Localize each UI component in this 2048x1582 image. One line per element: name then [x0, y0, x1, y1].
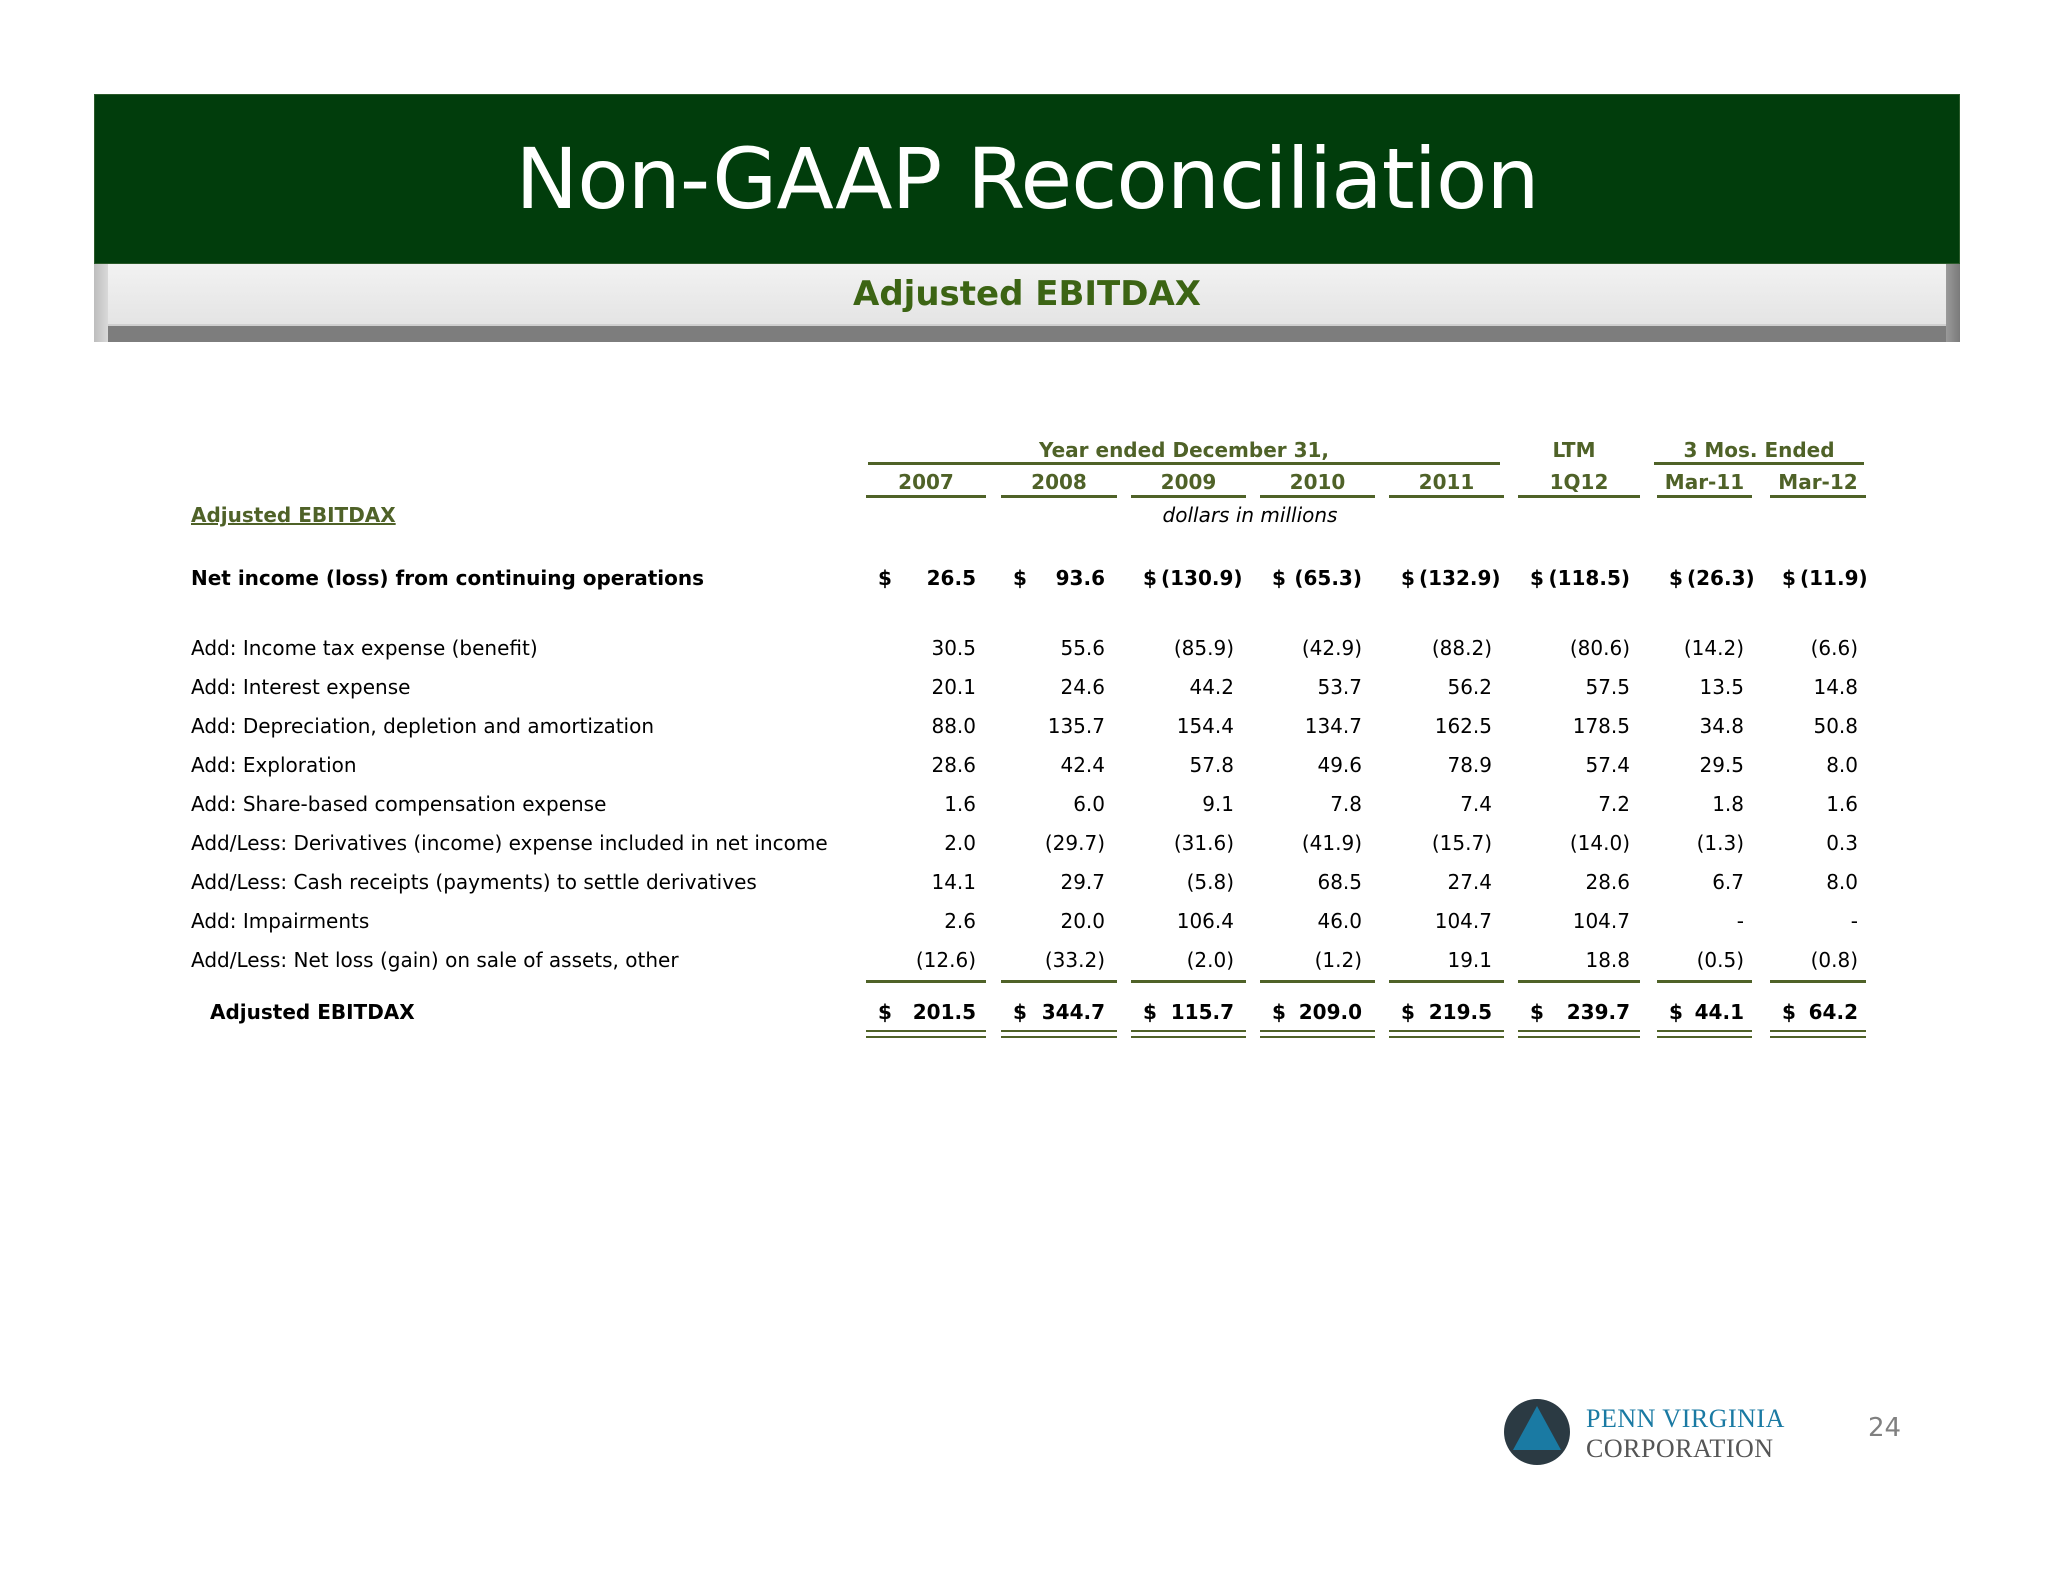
adjustment-value: 20.0 [1060, 909, 1105, 933]
adjustment-value: 50.8 [1813, 714, 1858, 738]
adjustment-value: (1.2) [1314, 948, 1362, 972]
total-value: 219.5 [1428, 1000, 1492, 1024]
column-header: 2010 [1289, 470, 1346, 494]
dollar-sign: $ [1013, 566, 1027, 590]
subtotal-rule [1389, 980, 1504, 983]
dollar-sign: $ [1530, 1000, 1544, 1024]
total-double-rule [1657, 1030, 1752, 1038]
total-value: 115.7 [1170, 1000, 1234, 1024]
net-income-value: (130.9) [1161, 566, 1243, 590]
dollar-sign: $ [1143, 1000, 1157, 1024]
adjustment-value: (1.3) [1696, 831, 1744, 855]
column-header-rule [1389, 495, 1504, 498]
adjustment-label: Add: Exploration [191, 753, 357, 777]
dollar-sign: $ [1669, 566, 1683, 590]
net-income-value: (132.9) [1419, 566, 1501, 590]
column-header: 2008 [1031, 470, 1087, 494]
total-double-rule [1131, 1030, 1246, 1038]
net-income-value: (65.3) [1294, 566, 1362, 590]
adjustment-value: (0.5) [1696, 948, 1744, 972]
column-header: 1Q12 [1549, 470, 1609, 494]
adjustment-value: 7.2 [1598, 792, 1630, 816]
total-label: Adjusted EBITDAX [210, 1000, 415, 1024]
dollar-sign: $ [1272, 1000, 1286, 1024]
adjustment-value: 8.0 [1826, 870, 1858, 894]
total-value: 64.2 [1808, 1000, 1858, 1024]
adjustment-label: Add/Less: Cash receipts (payments) to settle derivatives [191, 870, 757, 894]
adjustment-value: 29.5 [1699, 753, 1744, 777]
net-income-label: Net income (loss) from continuing operations [191, 566, 705, 590]
logo-line2: CORPORATION [1586, 1434, 1774, 1463]
adjustment-value: 104.7 [1572, 909, 1630, 933]
adjustment-value: (31.6) [1173, 831, 1234, 855]
penn-virginia-logo-icon [1503, 1398, 1571, 1466]
adjustment-label: Add/Less: Net loss (gain) on sale of assets, other [191, 948, 679, 972]
adjustment-value: (14.0) [1569, 831, 1630, 855]
adjustment-value: (12.6) [915, 948, 976, 972]
dollar-sign: $ [878, 566, 892, 590]
group-header-years: Year ended December 31, [1038, 438, 1330, 462]
adjustment-value: 19.1 [1447, 948, 1492, 972]
total-double-rule [1389, 1030, 1504, 1038]
adjustment-value: (85.9) [1173, 636, 1234, 660]
adjustment-value: 6.0 [1073, 792, 1105, 816]
adjustment-value: 27.4 [1447, 870, 1492, 894]
adjustment-value: 178.5 [1572, 714, 1630, 738]
total-double-rule [1260, 1030, 1375, 1038]
header-rule-three-mos [1654, 462, 1864, 465]
subtotal-rule [1770, 980, 1866, 983]
column-header: 2011 [1418, 470, 1475, 494]
column-header: 2009 [1160, 470, 1217, 494]
group-header-ltm: LTM [1552, 438, 1596, 462]
adjustment-value: 18.8 [1585, 948, 1630, 972]
column-header-rule [866, 495, 986, 498]
adjustment-value: - [1736, 909, 1744, 933]
adjustment-value: 29.7 [1060, 870, 1105, 894]
adjustment-value: 1.6 [944, 792, 976, 816]
page-title: Non-GAAP Reconciliation [515, 130, 1539, 228]
total-double-rule [1770, 1030, 1866, 1038]
dollar-sign: $ [1782, 566, 1796, 590]
column-header-rule [1770, 495, 1866, 498]
adjustment-value: 14.8 [1813, 675, 1858, 699]
adjustment-value: 154.4 [1176, 714, 1234, 738]
adjustment-value: - [1850, 909, 1858, 933]
column-header-rule [1657, 495, 1752, 498]
net-income-value: 26.5 [926, 566, 976, 590]
dollar-sign: $ [1013, 1000, 1027, 1024]
subtotal-rule [1518, 980, 1640, 983]
adjustment-value: 44.2 [1189, 675, 1234, 699]
adjustment-value: 14.1 [931, 870, 976, 894]
dollar-sign: $ [1530, 566, 1544, 590]
adjustment-value: 7.8 [1330, 792, 1362, 816]
adjustment-value: (15.7) [1431, 831, 1492, 855]
adjustment-value: (80.6) [1569, 636, 1630, 660]
adjustment-value: 56.2 [1447, 675, 1492, 699]
units-note: dollars in millions [1162, 503, 1338, 527]
page-subtitle: Adjusted EBITDAX [853, 274, 1201, 314]
section-label [191, 503, 396, 527]
adjustment-value: 57.5 [1585, 675, 1630, 699]
page-number: 24 [1868, 1413, 1902, 1443]
adjustment-value: 8.0 [1826, 753, 1858, 777]
total-double-rule [866, 1030, 986, 1038]
adjustment-value: (14.2) [1683, 636, 1744, 660]
subtotal-rule [1657, 980, 1752, 983]
adjustment-value: 1.6 [1826, 792, 1858, 816]
adjustment-value: (88.2) [1431, 636, 1492, 660]
adjustment-value: 88.0 [931, 714, 976, 738]
adjustment-value: (5.8) [1186, 870, 1234, 894]
adjustment-value: (29.7) [1044, 831, 1105, 855]
adjustment-label: Add: Interest expense [191, 675, 411, 699]
dollar-sign: $ [878, 1000, 892, 1024]
total-value: 344.7 [1041, 1000, 1105, 1024]
net-income-value: 93.6 [1055, 566, 1105, 590]
adjustment-label: Add: Depreciation, depletion and amortization [191, 714, 655, 738]
column-header: Mar-11 [1664, 470, 1745, 494]
adjustment-value: 7.4 [1460, 792, 1492, 816]
adjustment-value: 55.6 [1060, 636, 1105, 660]
adjustment-value: 28.6 [931, 753, 976, 777]
adjustment-value: 57.8 [1189, 753, 1234, 777]
adjustment-value: (0.8) [1810, 948, 1858, 972]
adjustment-label: Add: Impairments [191, 909, 370, 933]
adjustment-value: (2.0) [1186, 948, 1234, 972]
adjustment-value: 42.4 [1060, 753, 1105, 777]
adjustment-value: 134.7 [1304, 714, 1362, 738]
adjustment-value: 0.3 [1826, 831, 1858, 855]
subtotal-rule [866, 980, 986, 983]
subtotal-rule [1260, 980, 1375, 983]
adjustment-value: 13.5 [1699, 675, 1744, 699]
total-double-rule [1001, 1030, 1117, 1038]
adjustment-value: 106.4 [1176, 909, 1234, 933]
logo-line1: PENN VIRGINIA [1586, 1404, 1785, 1433]
adjustment-value: 1.8 [1712, 792, 1744, 816]
column-header: Mar-12 [1778, 470, 1858, 494]
adjustment-value: 20.1 [931, 675, 976, 699]
subtotal-rule [1001, 980, 1117, 983]
dollar-sign: $ [1143, 566, 1157, 590]
adjustment-value: 53.7 [1317, 675, 1362, 699]
adjustment-label: Add/Less: Derivatives (income) expense included in net income [191, 831, 828, 855]
adjustment-label: Add: Income tax expense (benefit) [191, 636, 538, 660]
adjustment-value: 46.0 [1317, 909, 1362, 933]
dollar-sign: $ [1401, 566, 1415, 590]
total-double-rule [1518, 1030, 1640, 1038]
column-header-rule [1260, 495, 1375, 498]
adjustment-value: 162.5 [1434, 714, 1492, 738]
dollar-sign: $ [1782, 1000, 1796, 1024]
adjustment-value: (33.2) [1044, 948, 1105, 972]
dollar-sign: $ [1669, 1000, 1683, 1024]
net-income-value: (11.9) [1800, 566, 1868, 590]
column-header-rule [1131, 495, 1246, 498]
total-value: 209.0 [1298, 1000, 1362, 1024]
adjustment-value: (42.9) [1301, 636, 1362, 660]
adjustment-value: 104.7 [1434, 909, 1492, 933]
adjustment-value: 6.7 [1712, 870, 1744, 894]
adjustment-value: 28.6 [1585, 870, 1630, 894]
adjustment-value: 78.9 [1447, 753, 1492, 777]
net-income-value: (118.5) [1548, 566, 1630, 590]
total-value: 239.7 [1566, 1000, 1630, 1024]
column-header-rule [1001, 495, 1117, 498]
section-label-text: Adjusted EBITDAX [191, 503, 396, 527]
column-header: 2007 [898, 470, 954, 494]
adjustment-label: Add: Share-based compensation expense [191, 792, 607, 816]
adjustment-value: 9.1 [1202, 792, 1234, 816]
adjustment-value: 68.5 [1317, 870, 1362, 894]
dollar-sign: $ [1272, 566, 1286, 590]
net-income-value: (26.3) [1687, 566, 1755, 590]
adjustment-value: 30.5 [931, 636, 976, 660]
adjustment-value: 2.6 [944, 909, 976, 933]
adjustment-value: (41.9) [1301, 831, 1362, 855]
adjustment-value: 49.6 [1317, 753, 1362, 777]
total-value: 44.1 [1694, 1000, 1744, 1024]
column-header-rule [1518, 495, 1640, 498]
adjustment-value: 57.4 [1585, 753, 1630, 777]
adjustment-value: 34.8 [1699, 714, 1744, 738]
group-header-three-mos: 3 Mos. Ended [1683, 438, 1835, 462]
adjustment-value: 2.0 [944, 831, 976, 855]
dollar-sign: $ [1401, 1000, 1415, 1024]
subtotal-rule [1131, 980, 1246, 983]
header-rule-years [868, 462, 1500, 465]
adjustment-value: 24.6 [1060, 675, 1105, 699]
adjustment-value: (6.6) [1810, 636, 1858, 660]
adjustment-value: 135.7 [1047, 714, 1105, 738]
total-value: 201.5 [912, 1000, 976, 1024]
